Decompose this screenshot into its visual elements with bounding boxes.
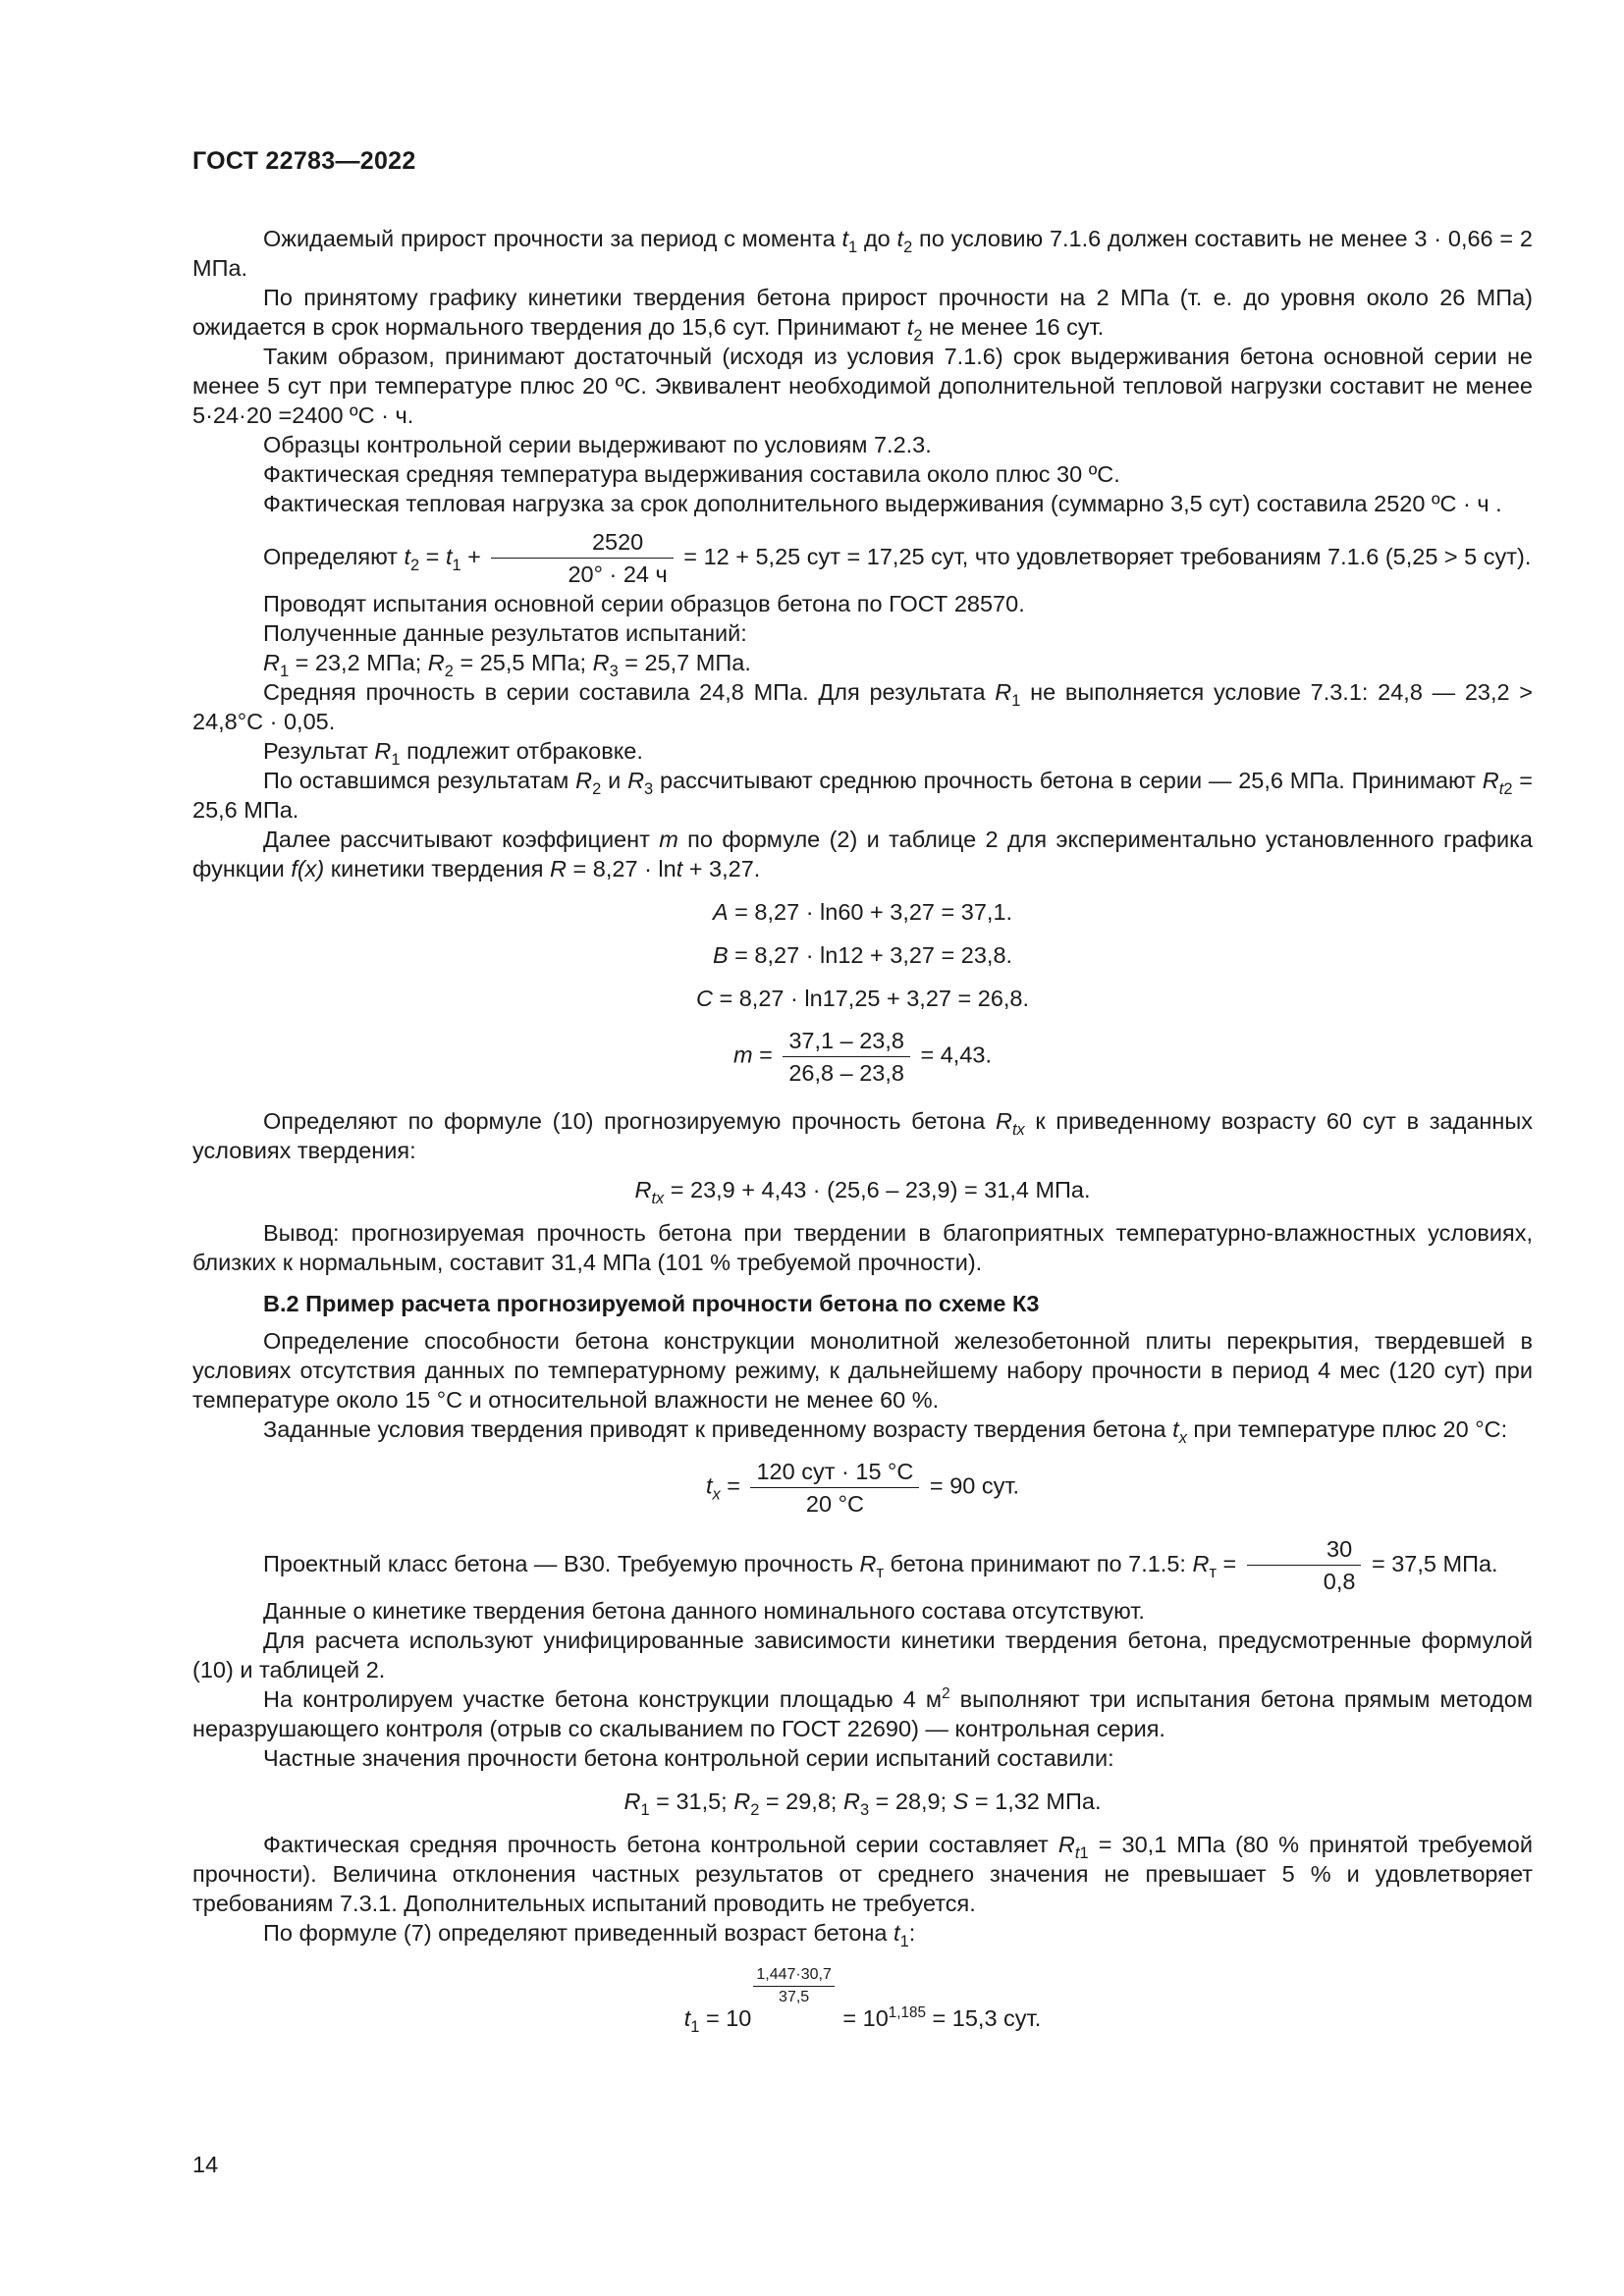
- fraction: $\frac{\text{120 сут · 15 °С}}{20 ^\circ С}$: [750, 1458, 919, 1518]
- fraction: $\frac{30}{0,8}$: [1247, 1535, 1362, 1595]
- equation-tx: $t_x$ = $\frac{\text{120 сут · 15 °С}}{20 ^\circ С}$ = 90 сут.: [705, 1459, 1020, 1517]
- document-page: [192, 0, 1533, 2296]
- paragraph: Образцы контрольной серии выдерживают по условиям 7.2.3.: [263, 432, 932, 457]
- equation-c: C = 8,27 · ln17,25 + 3,27 = 26,8.: [695, 986, 1030, 1011]
- equation-rtx: $R_{tx} = 23,9 + 4,43 \cdot (25,6 - 23,9) = 31,4$ МПа.: [634, 1177, 1091, 1207]
- paragraph: Фактическая средняя температура выдерживания составила около плюс 30 ºС.: [263, 461, 1120, 487]
- document-body: [192, 224, 1533, 2047]
- paragraph: Результат $R_1$ подлежит отбраковке.: [263, 738, 643, 769]
- paragraph: Вывод: прогнозируемая прочность бетона при твердении в благоприятных температурно-влажностных условиях, близких к нормальным, составит 31,4 МПа (101 % требуемой прочности).: [192, 1220, 1533, 1275]
- paragraph: Частные значения прочности бетона контрольной серии испытаний составили:: [263, 1745, 1114, 1771]
- paragraph: Фактическая средняя прочность бетона контрольной серии составляет $R_{t1} = 30,1$ МПа (80 % принятой требуемой прочности). Величина отклонения частных результатов от среднего значения не превышает 5 % и удовлетворяет требованиям 7.3.1. Дополнительных испытаний проводить не требуется.: [192, 1832, 1533, 1916]
- paragraph: Далее рассчитывают коэффициент m по формуле (2) и таблице 2 для экспериментально установленного графика функции f(x) кинетики твердения R = 8,27 · lnt + 3,27.: [192, 827, 1533, 881]
- paragraph: На контролируем участке бетона конструкции площадью 4 $м^2$ выполняют три испытания бетона прямым методом неразрушающего контроля (отрыв со скалыванием по ГОСТ 22690) — контрольная серия.: [192, 1684, 1533, 1741]
- fraction: $\frac{37,1 - 23,8}{26,8 - 23,8}$: [783, 1027, 910, 1087]
- paragraph: По принятому графику кинетики твердения бетона прирост прочности на 2 МПа (т. е. до уровня около 26 МПа) ожидается в срок нормального твердения до 15,6 сут. Принимают $t_2$ не менее 16 сут.: [192, 285, 1533, 345]
- paragraph: По формуле (7) определяют приведенный возраст бетона $t_1$:: [263, 1920, 916, 1950]
- paragraph: $R_1 = 23,2$ МПа; $R_2 = 25,5$ МПа; $R_3 = 25,7$ МПа.: [263, 650, 751, 680]
- paragraph: По оставшимся результатам $R_2$ и $R_3$ рассчитывают среднюю прочность бетона в серии — 25,6 МПа. Принимают $R_{t2} = 25,6$ МПа.: [192, 768, 1534, 823]
- document-header: ГОСТ 22783—2022: [192, 147, 416, 175]
- paragraph: Таким образом, принимают достаточный (исходя из условия 7.1.6) срок выдерживания бетона основной серии не менее 5 сут при температуре плюс 20 ºС. Эквивалент необходимой дополнительной тепловой нагрузки составит не менее 5·24·20 =2400 ºС · ч.: [192, 344, 1533, 428]
- paragraph: Средняя прочность в серии составила 24,8 МПа. Для результата $R_1$ не выполняется условие 7.3.1: 24,8 — 23,2 > 24,8°С · 0,05.: [192, 679, 1533, 734]
- equation-r-values: $R_1 = 31,5$; $R_2 = 29,8$; $R_3 = 28,9$; S = 1,32 МПа.: [623, 1789, 1102, 1819]
- formula-line: Определяют $t_2 = t_1$ + $\frac{2520}{20^\circ \cdot 24 ч}$ = 12 + 5,25 сут = 17,25 сут, что удовлетворяет требованиям 7.1.6 (5,25 > 5 сут).: [263, 529, 1532, 588]
- exponent-fraction: $\frac{1,447\cdot 30,7}{37,5}$: [753, 1965, 835, 2007]
- equation-t1: $t_1 = 10$ $\frac{1,447\cdot 30,7}{37,5}$ = $10^{1,185} = 15,3$ сут.: [683, 1966, 1042, 2036]
- paragraph: Определение способности бетона конструкции монолитной железобетонной плиты перекрытия, твердевшей в условиях отсутствия данных по температурному режиму, к дальнейшему набору прочности в период 4 мес (120 сут) при температуре около 15 °С и относительной влажности не менее 60 %.: [192, 1328, 1533, 1413]
- paragraph: Для расчета используют унифицированные зависимости кинетики твердения бетона, предусмотренные формулой (10) и таблицей 2.: [192, 1628, 1533, 1682]
- paragraph: Полученные данные результатов испытаний:: [263, 620, 747, 646]
- paragraph: Заданные условия твердения приводят к приведенному возрасту твердения бетона $t_x$ при температуре плюс 20 °С:: [263, 1416, 1508, 1447]
- paragraph: Ожидаемый прирост прочности за период с момента $t_1$ до $t_2$ по условию 7.1.6 должен составить не менее 3 · 0,66 = 2 МПа.: [192, 226, 1534, 281]
- page-number: 14: [192, 2152, 219, 2177]
- paragraph: Данные о кинетике твердения бетона данного номинального состава отсутствуют.: [263, 1598, 1145, 1624]
- fraction: $\frac{2520}{20^\circ \cdot 24 ч}$: [491, 528, 673, 588]
- equation-m: m = $\frac{37,1 - 23,8}{26,8 - 23,8}$ = 4,43.: [732, 1028, 993, 1086]
- paragraph: Фактическая тепловая нагрузка за срок дополнительного выдерживания (суммарно 3,5 сут) составила 2520 ºС · ч .: [263, 491, 1502, 516]
- equation-b: B = 8,27 · ln12 + 3,27 = 23,8.: [712, 942, 1013, 968]
- paragraph: Проводят испытания основной серии образцов бетона по ГОСТ 28570.: [263, 591, 1025, 616]
- paragraph: Определяют по формуле (10) прогнозируемую прочность бетона $R_{tx}$ к приведенному возрасту 60 сут в заданных условиях твердения:: [192, 1108, 1533, 1163]
- section-heading: В.2 Пример расчета прогнозируемой прочности бетона по схеме К3: [263, 1291, 1040, 1316]
- equation-a: A = 8,27 · ln60 + 3,27 = 37,1.: [712, 899, 1013, 925]
- formula-line: Проектный класс бетона — В30. Требуемую прочность $R_т$ бетона принимают по 7.1.5: $R_т$ = $\frac{30}{0,8}$ = 37,5 МПа.: [263, 1536, 1498, 1595]
